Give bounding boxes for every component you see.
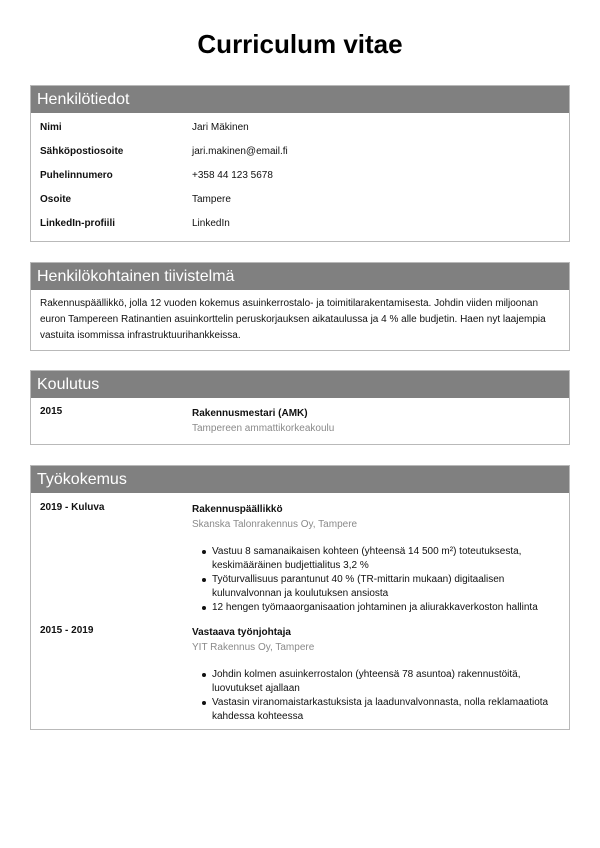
field-label: Osoite (40, 194, 72, 205)
list-item: 12 hengen työmaaorganisaation johtaminen ja aliurakkaverkoston hallinta (192, 601, 569, 615)
field-value: +358 44 123 5678 (192, 170, 273, 181)
achievement-list (192, 545, 569, 615)
work-entry (31, 625, 569, 724)
personal-row-email (31, 142, 569, 166)
personal-row-linkedin (31, 214, 569, 238)
entry-title: Vastaava työnjohtaja (192, 627, 291, 638)
bullet-icon (202, 701, 206, 705)
entry-org: YIT Rakennus Oy, Tampere (192, 642, 315, 653)
list-item: Vastasin viranomaistarkastuksista ja laadunvalvonnasta, nolla reklamaatiota kahdessa kohteessa (192, 696, 569, 724)
entry-period: 2019 - Kuluva (40, 502, 105, 513)
bullet-icon (202, 673, 206, 677)
field-value: Tampere (192, 194, 231, 205)
personal-row-name (31, 118, 569, 142)
linkedin-link[interactable]: LinkedIn (192, 218, 230, 229)
bullet-icon (202, 550, 206, 554)
entry-period: 2015 (40, 406, 63, 417)
email-link[interactable]: jari.makinen@email.fi (192, 146, 288, 157)
list-item: Johdin kolmen asuinkerrostalon (yhteensä 78 asuntoa) rakennustöitä, luovutukset ajallaan (192, 668, 569, 696)
entry-title: Rakennuspäällikkö (192, 504, 283, 515)
personal-row-address (31, 190, 569, 214)
entry-org: Tampereen ammattikorkeakoulu (192, 423, 335, 434)
work-section (30, 465, 570, 730)
field-label: Nimi (40, 122, 62, 133)
summary-text: Rakennuspäällikkö, jolla 12 vuoden kokemus asuinkerrostalo- ja toimitilarakentamisesta. Johdin viiden miljoonan euron Tampereen Ratinantien asuinkorttelin peruskorjauksen aikataulussa ja 4 % alle budjetin. Haen nyt laajempia vastuita isommissa infrastruktuurihankkeissa. (40, 298, 546, 341)
achievement-list (192, 668, 569, 724)
education-section (30, 370, 570, 445)
entry-title: Rakennusmestari (AMK) (192, 408, 308, 419)
field-value: Jari Mäkinen (192, 122, 249, 133)
field-label: Puhelinnumero (40, 170, 113, 181)
section-heading: Työkokemus (31, 466, 569, 493)
section-heading: Henkilökohtainen tiivistelmä (31, 263, 569, 290)
work-entry (31, 502, 569, 615)
field-label: LinkedIn-profiili (40, 218, 115, 229)
section-heading: Koulutus (31, 371, 569, 398)
education-entry (31, 406, 569, 436)
bullet-icon (202, 606, 206, 610)
bullet-icon (202, 578, 206, 582)
field-label: Sähköpostiosoite (40, 146, 124, 157)
page-title: Curriculum vitae (197, 29, 403, 59)
entry-org: Skanska Talonrakennus Oy, Tampere (192, 519, 358, 530)
section-heading: Henkilötiedot (31, 86, 569, 113)
entry-period: 2015 - 2019 (40, 625, 94, 636)
personal-info-section (30, 85, 570, 242)
list-item: Työturvallisuus parantunut 40 % (TR-mittarin mukaan) digitaalisen kulunvalvonnan ja koulutuksen ansiosta (192, 573, 569, 601)
personal-row-phone (31, 166, 569, 190)
summary-section (30, 262, 570, 351)
list-item: Vastuu 8 samanaikaisen kohteen (yhteensä 14 500 m²) toteutuksesta, keskimääräinen budjettialitus 3,2 % (192, 545, 569, 573)
